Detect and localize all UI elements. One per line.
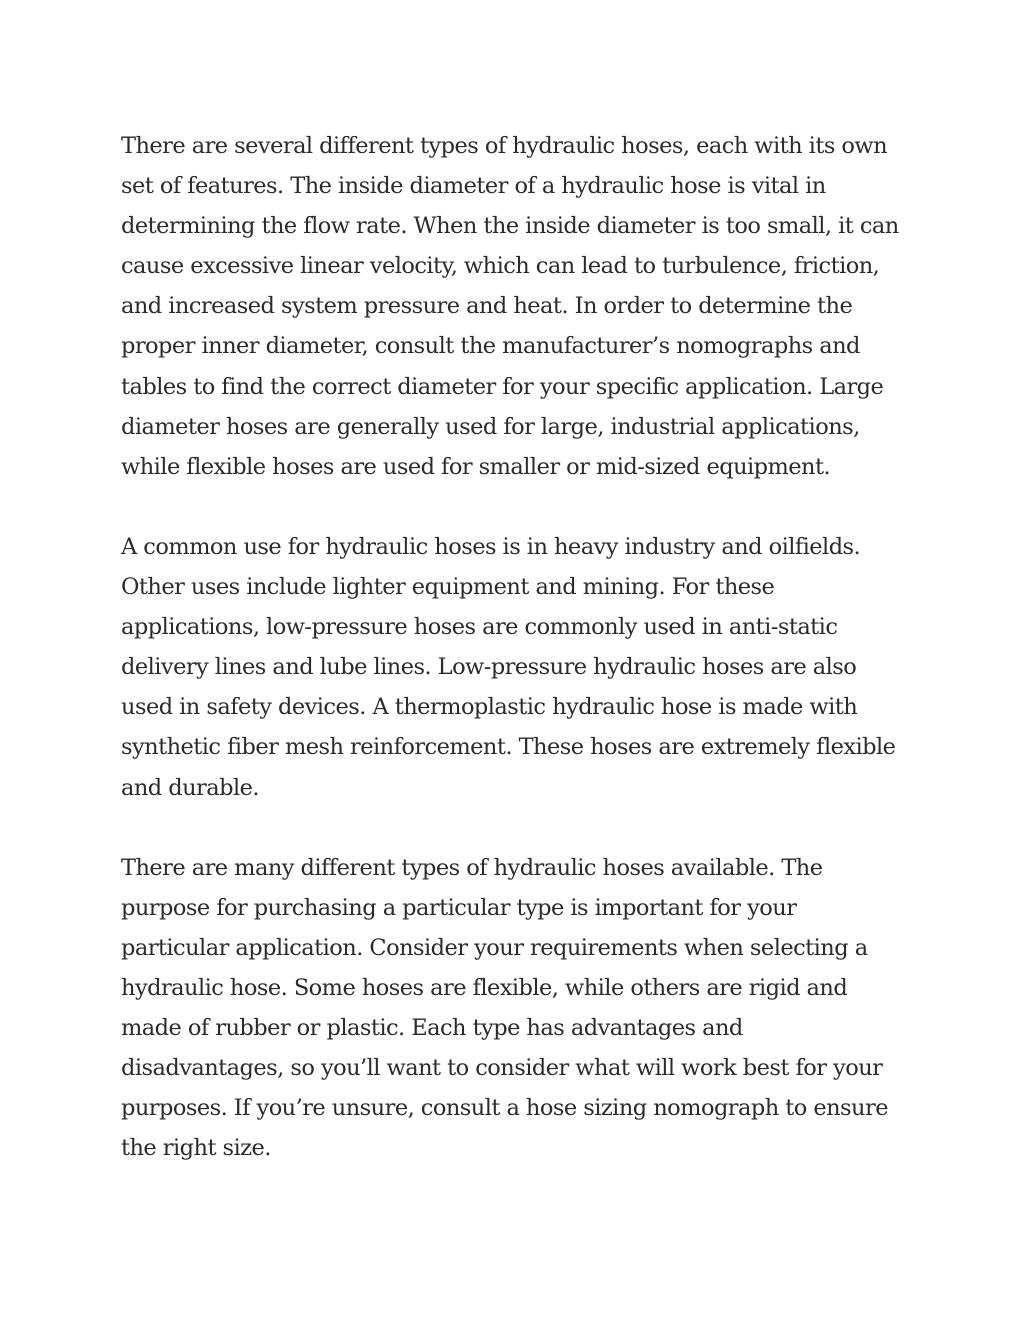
- text-line: Other uses include lighter equipment and mining. For these: [121, 574, 775, 601]
- text-line: purpose for purchasing a particular type is important for your: [121, 894, 797, 921]
- text-line: cause excessive linear velocity, which can lead to turbulence, friction,: [121, 253, 880, 280]
- text-line: disadvantages, so you’ll want to consider what will work best for your: [121, 1055, 883, 1082]
- text-line: the right size.: [121, 1135, 271, 1162]
- text-line: hydraulic hose. Some hoses are flexible, while others are rigid and: [121, 974, 848, 1001]
- text-line: tables to find the correct diameter for your specific application. Large: [121, 373, 884, 400]
- text-line: purposes. If you’re unsure, consult a hose sizing nomograph to ensure: [121, 1095, 888, 1122]
- text-line: There are several different types of hydraulic hoses, each with its own: [121, 133, 888, 159]
- text-line: particular application. Consider your requirements when selecting a: [121, 934, 868, 961]
- text-line: and increased system pressure and heat. In order to determine the: [121, 293, 853, 320]
- text-line: used in safety devices. A thermoplastic hydraulic hose is made with: [121, 694, 858, 721]
- text-line: delivery lines and lube lines. Low-pressure hydraulic hoses are also: [121, 654, 857, 681]
- text-line: made of rubber or plastic. Each type has advantages and: [121, 1015, 743, 1042]
- text-line: A common use for hydraulic hoses is in heavy industry and oilfields.: [121, 533, 861, 560]
- paragraph-hose-types: [121, 126, 921, 487]
- text-line: and durable.: [121, 774, 259, 801]
- text-line: determining the flow rate. When the inside diameter is too small, it can: [121, 213, 899, 240]
- text-line: synthetic fiber mesh reinforcement. These hoses are extremely flexible: [121, 734, 896, 761]
- text-line: applications, low-pressure hoses are commonly used in anti-static: [121, 614, 838, 641]
- text-line: set of features. The inside diameter of a hydraulic hose is vital in: [121, 173, 826, 200]
- text-line: proper inner diameter, consult the manufacturer’s nomographs and: [121, 333, 860, 360]
- article-body: [121, 126, 921, 1209]
- text-line: diameter hoses are generally used for large, industrial applications,: [121, 413, 860, 440]
- paragraph-selection: [121, 848, 921, 1169]
- text-line: There are many different types of hydraulic hoses available. The: [121, 854, 823, 881]
- paragraph-common-uses: [121, 527, 921, 808]
- text-line: while flexible hoses are used for smaller or mid-sized equipment.: [121, 453, 831, 480]
